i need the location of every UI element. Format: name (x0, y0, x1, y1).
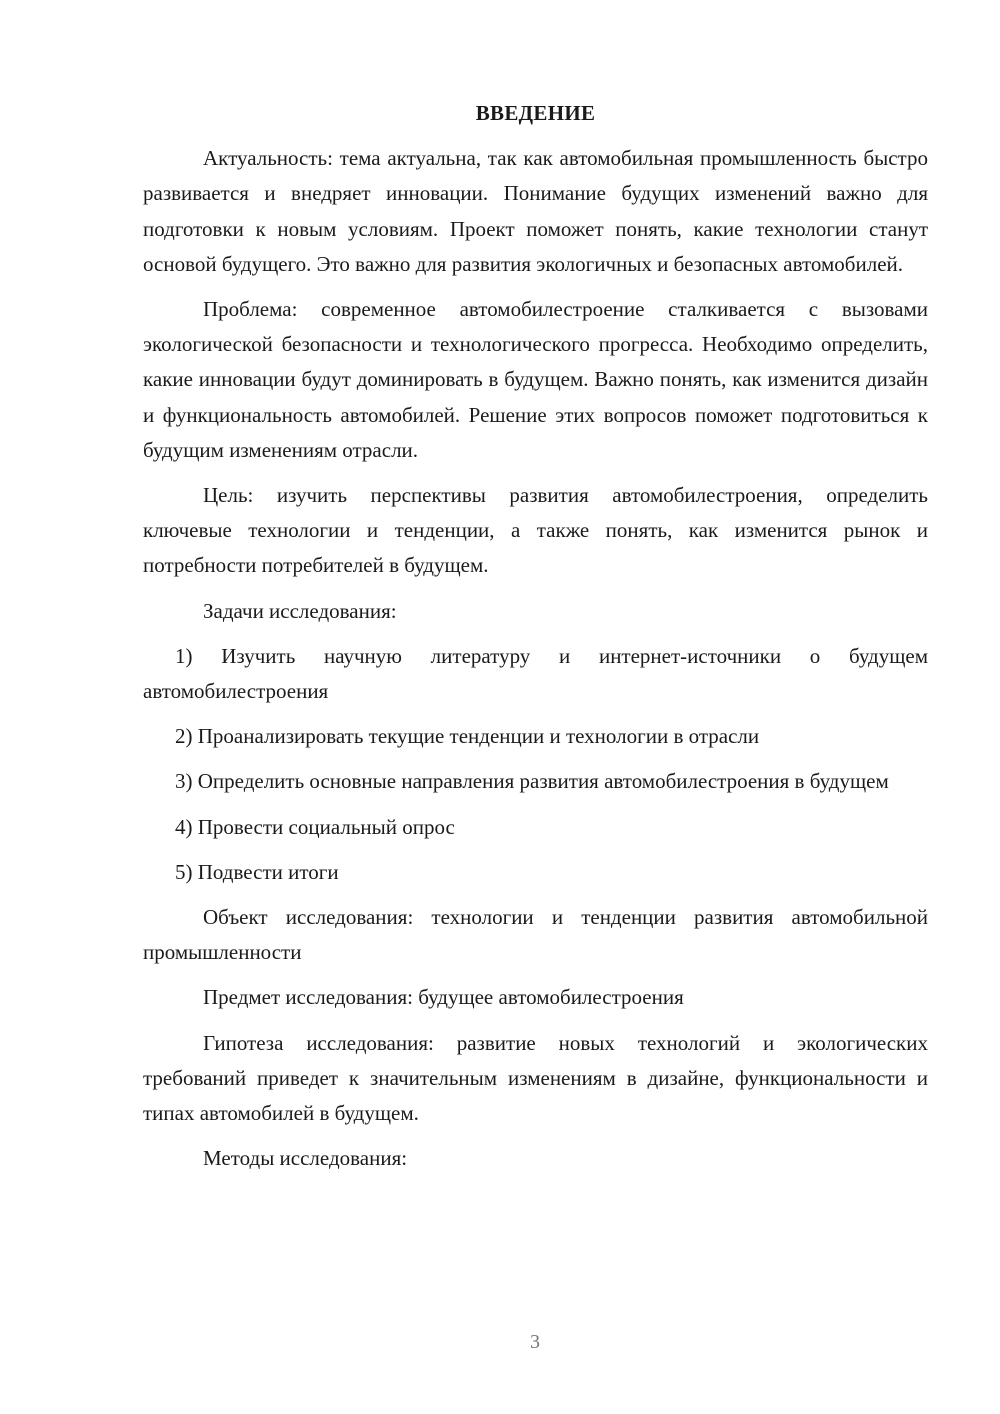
paragraph-hypothesis: Гипотеза исследования: развитие новых технологий и экологических требований приведет к значительным изменениям в дизайне, функциональности и типах автомобилей в будущем. (143, 1030, 928, 1126)
paragraph-problem: Проблема: современное автомобилестроение сталкивается с вызовами экологической безопасности и технологического прогресса. Необходимо определить, какие инновации будут доминировать в будущем. Важно понять, как изменится дизайн и функциональность автомобилей. Решение этих вопросов поможет подготовиться к будущим изменениям отрасли. (143, 297, 928, 462)
task-item-1: 1) Изучить научную литературу и интернет-источники о будущем автомобилестроения (143, 643, 928, 704)
page-title: ВВЕДЕНИЕ (475, 101, 596, 125)
paragraph-object: Объект исследования: технологии и тенденции развития автомобильной промышленности (143, 905, 928, 965)
paragraph-goal: Цель: изучить перспективы развития автомобилестроения, определить ключевые технологии и тенденции, а также понять, как изменится рынок и потребности потребителей в будущем. (143, 483, 928, 578)
paragraph-subject: Предмет исследования: будущее автомобилестроения (203, 985, 684, 1010)
task-item-2: 2) Проанализировать текущие тенденции и технологии в отрасли (175, 724, 760, 749)
paragraph-methods: Методы исследования: (203, 1146, 408, 1171)
paragraph-relevance: Актуальность: тема актуальна, так как автомобильная промышленность быстро развивается и внедряет инновации. Понимание будущих изменений важно для подготовки к новым условиям. Проект поможет понять, какие технологии станут основой будущего. Это важно для развития экологичных и безопасных автомобилей. (143, 146, 928, 276)
task-item-5: 5) Подвести итоги (175, 859, 339, 884)
page-number: 3 (530, 1331, 540, 1353)
task-item-4: 4) Провести социальный опрос (175, 814, 455, 839)
task-item-3: 3) Определить основные направления развития автомобилестроения в будущем (175, 769, 889, 794)
document-page (143, 96, 928, 1186)
tasks-title: Задачи исследования: (203, 598, 397, 623)
